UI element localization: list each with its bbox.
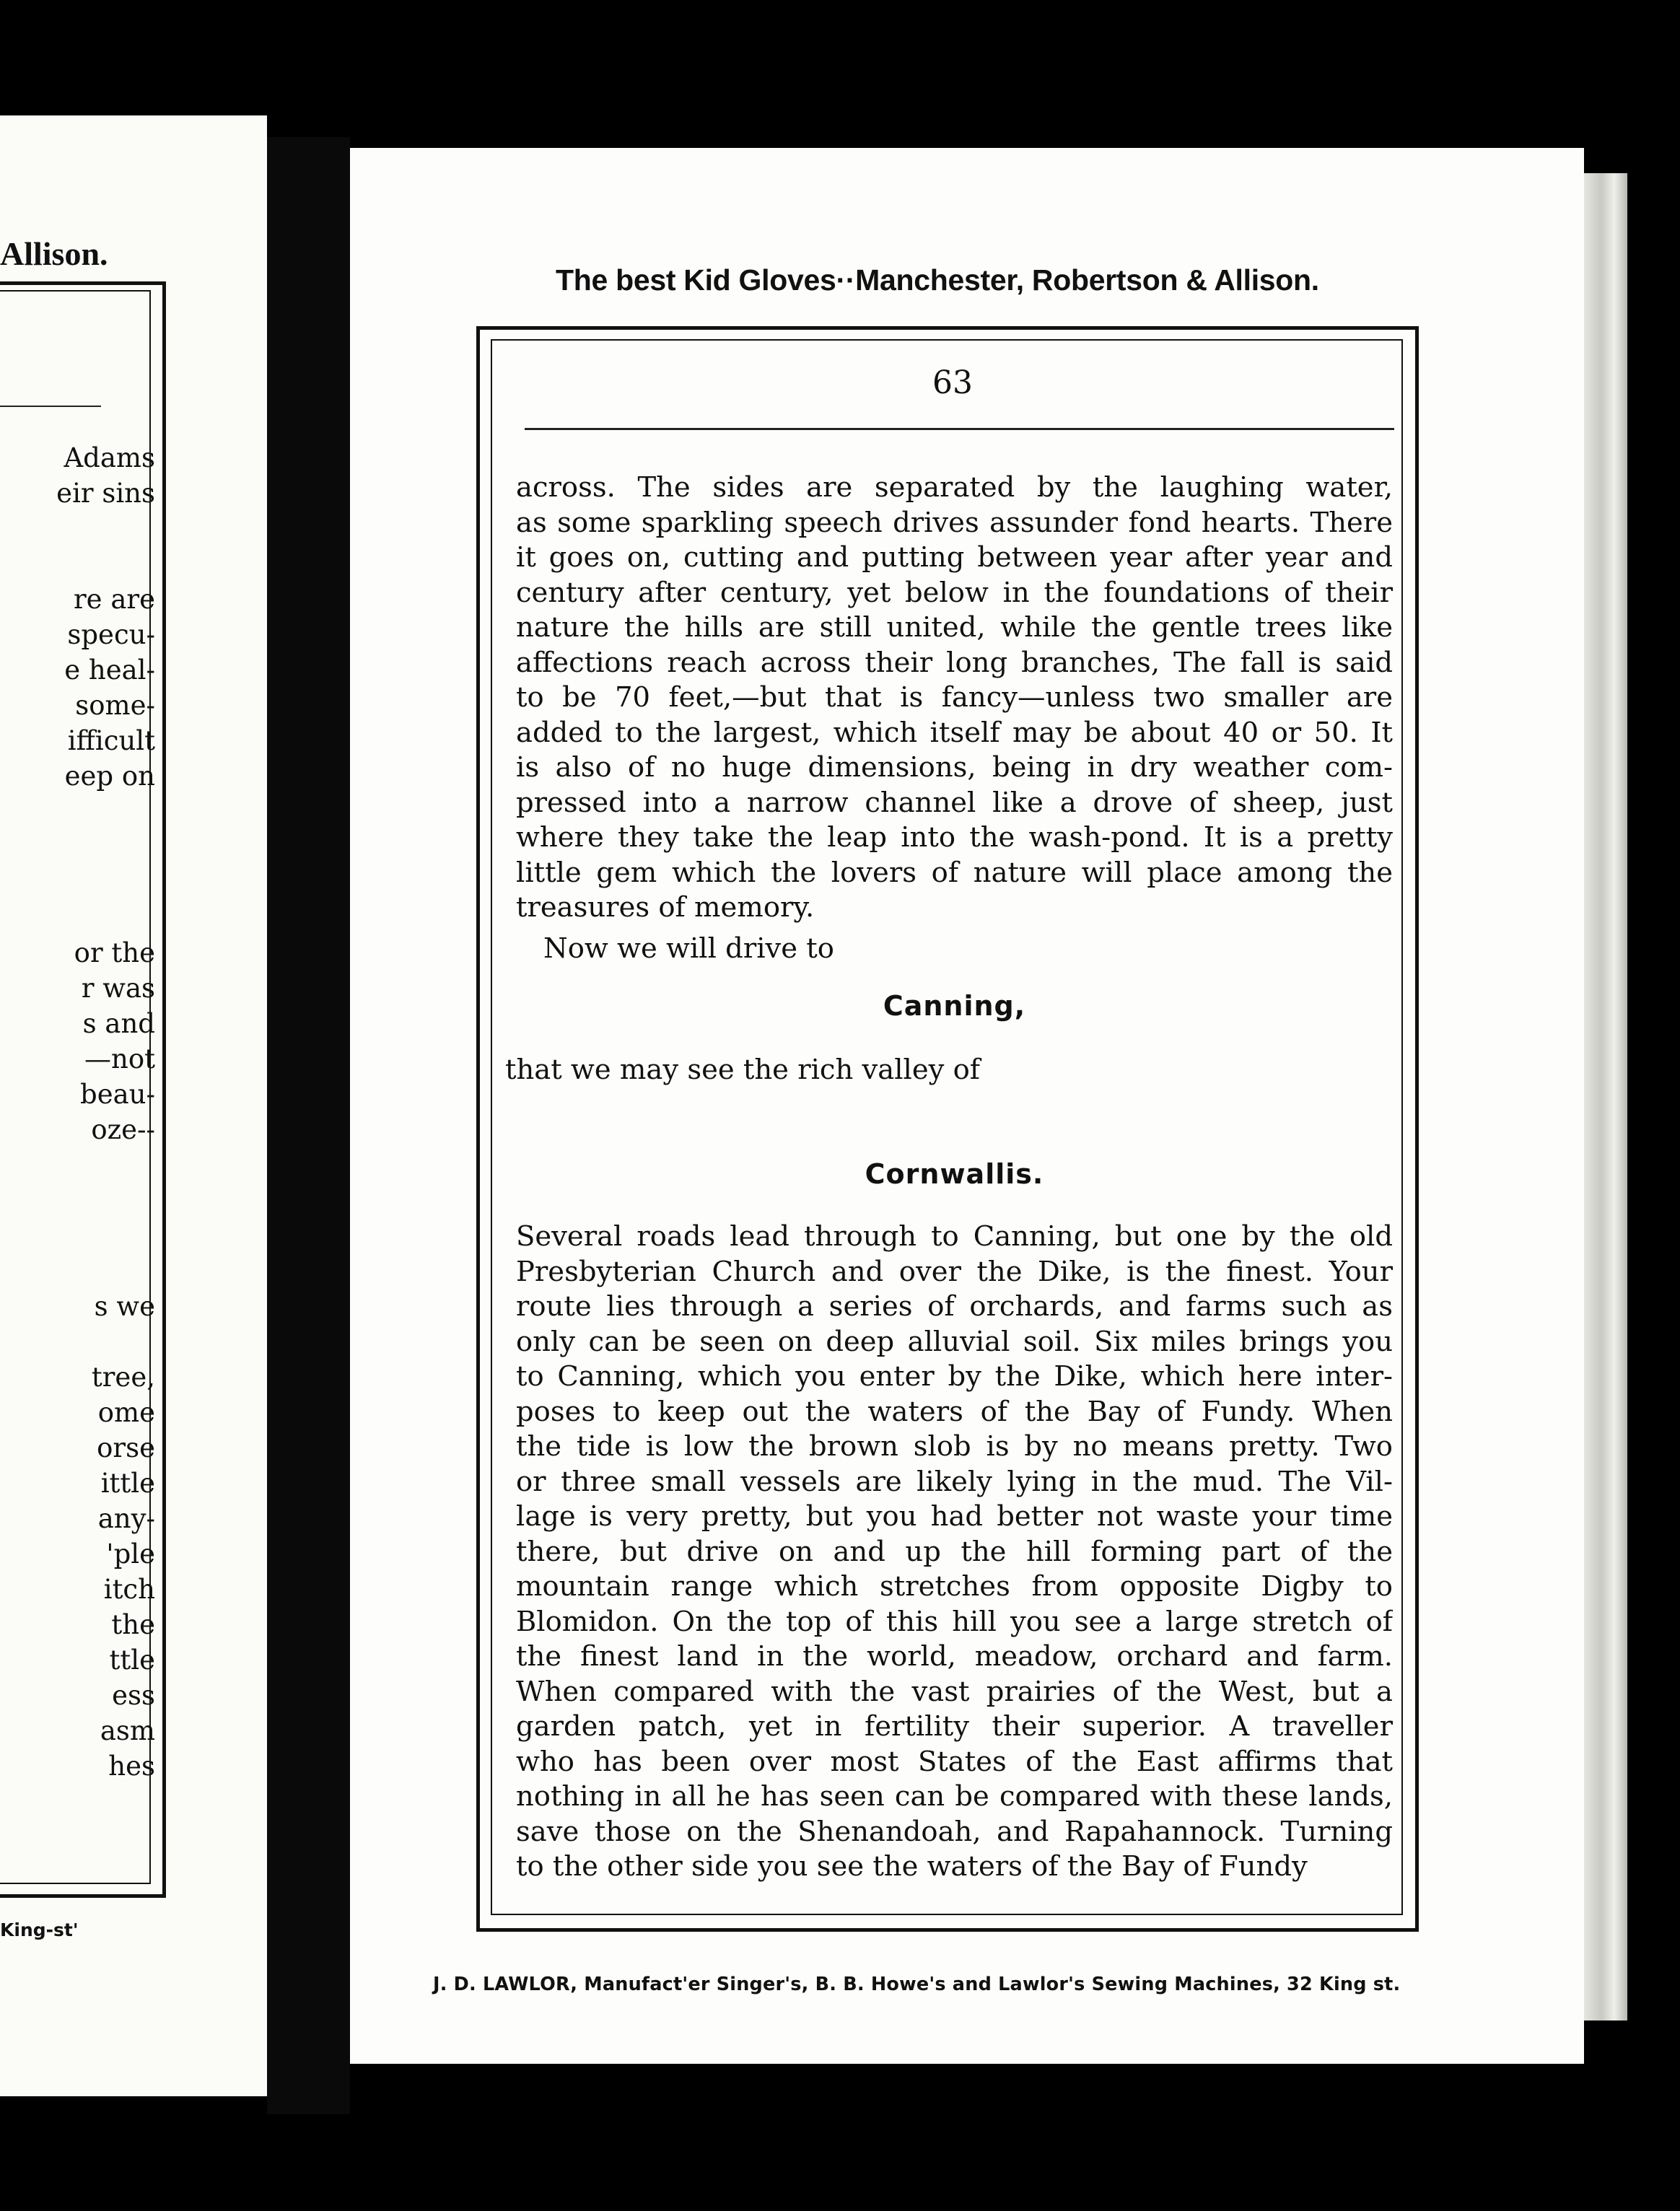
text-line: Blomidon. On the top of this hill you see a large stretch of (516, 1605, 1393, 1638)
left-page-header: Allison. (0, 235, 108, 272)
page-edge-stack (1584, 173, 1627, 2020)
left-text-fragment (0, 1147, 155, 1183)
text-line: it goes on, cutting and putting between year after year and (516, 541, 1393, 574)
text-line: save those on the Shenandoah, and Rapahannock. Turning (516, 1815, 1393, 1848)
left-text-fragment (0, 546, 155, 582)
text-line: as some sparkling speech drives assunder fond hearts. There (516, 506, 1393, 539)
left-text-fragment: or the (74, 937, 155, 968)
left-text-fragment: ttle (109, 1645, 155, 1676)
left-text-fragment (0, 864, 155, 900)
text-line: the finest land in the world, meadow, orchard and farm. (516, 1640, 1393, 1673)
heading-cornwallis: Cornwallis. (865, 1158, 1044, 1190)
text-line: who has been over most States of the East affirms that (516, 1745, 1393, 1778)
text-line: or three small vessels are likely lying in the mud. The Vil- (516, 1465, 1393, 1498)
header-rule (525, 428, 1394, 430)
left-text-fragment: the (111, 1609, 155, 1640)
left-text-fragment: ome (97, 1397, 155, 1428)
left-text-fragment (0, 1218, 155, 1253)
text-line: garden patch, yet in fertility their superior. A traveller (516, 1710, 1393, 1743)
left-text-fragment (0, 900, 155, 935)
left-text-fragment: beau- (80, 1079, 155, 1110)
left-text-fragment: r was (81, 973, 155, 1004)
text-line: added to the largest, which itself may be about 40 or 50. It (516, 716, 1393, 749)
left-page-rule (0, 406, 101, 407)
text-line: to Canning, which you enter by the Dike, which here inter- (516, 1360, 1393, 1393)
text-line: route lies through a series of orchards, and farms such as (516, 1290, 1393, 1323)
left-text-fragment (0, 1253, 155, 1289)
text-line: lage is very pretty, but you had better not waste your time (516, 1500, 1393, 1533)
left-text-fragment: eep on (64, 761, 155, 792)
book-gutter (267, 137, 350, 2114)
left-text-fragment: ess (112, 1680, 155, 1711)
left-text-fragment: orse (97, 1432, 155, 1463)
left-text-fragment: hes (108, 1751, 155, 1782)
text-line: there, but drive on and up the hill forming part of the (516, 1535, 1393, 1568)
page-number: 63 (932, 364, 973, 401)
left-text-fragment: oze-- (91, 1114, 155, 1145)
paragraph-falls (516, 470, 1393, 926)
left-page-footer: King-st' (0, 1919, 79, 1940)
left-text-fragment: re are (74, 584, 155, 615)
paragraph-cornwallis (516, 1220, 1393, 1885)
left-text-fragment: s we (94, 1291, 155, 1322)
text-line: Several roads lead through to Canning, but one by the old (516, 1220, 1393, 1253)
text-line: nothing in all he has seen can be compared with these lands, (516, 1780, 1393, 1813)
text-line: poses to keep out the waters of the Bay of Fundy. When (516, 1395, 1393, 1428)
text-line: is also of no huge dimensions, being in dry weather com- (516, 751, 1393, 784)
text-line: When compared with the vast prairies of the West, but a (516, 1675, 1393, 1708)
left-text-fragment: 'ple (106, 1538, 155, 1569)
advertisement-footer: J. D. LAWLOR, Manufact'er Singer's, B. B. Howe's and Lawlor's Sewing Machines, 32 King st. (433, 1974, 1401, 1995)
left-text-fragment: specu- (67, 619, 155, 650)
left-text-fragment (0, 829, 155, 864)
left-text-fragment (0, 1324, 155, 1360)
drive-line: Now we will drive to (543, 932, 834, 965)
left-text-fragment (0, 794, 155, 829)
left-text-fragment: some- (75, 690, 155, 721)
left-text-fragment: e heal- (64, 654, 155, 686)
valley-line: that we may see the rich valley of (505, 1054, 981, 1086)
text-line: to the other side you see the waters of the Bay of Fundy (516, 1850, 1308, 1883)
left-text-fragment: any- (97, 1503, 155, 1534)
text-line: to be 70 feet,—but that is fancy—unless two smaller are (516, 681, 1393, 714)
text-line: treasures of memory. (516, 891, 815, 924)
left-text-fragment: asm (100, 1715, 155, 1746)
text-line: the tide is low the brown slob is by no means pretty. Two (516, 1430, 1393, 1463)
left-text-fragment: Adams (64, 442, 155, 473)
text-line: only can be seen on deep alluvial soil. Six miles brings you (516, 1325, 1393, 1358)
text-line: little gem which the lovers of nature will place among the (516, 856, 1393, 889)
text-line: across. The sides are separated by the laughing water, (516, 471, 1393, 504)
text-line: mountain range which stretches from opposite Digby to (516, 1570, 1393, 1603)
text-line: century after century, yet below in the foundations of their (516, 576, 1393, 609)
heading-canning: Canning, (883, 990, 1026, 1022)
left-text-fragment (0, 511, 155, 546)
text-line: Presbyterian Church and over the Dike, is the finest. Your (516, 1255, 1393, 1288)
left-page-text-fragments (0, 440, 155, 1784)
text-line: where they take the leap into the wash-pond. It is a pretty (516, 821, 1393, 854)
left-text-fragment: s and (82, 1008, 155, 1039)
left-text-fragment: ittle (100, 1468, 155, 1499)
text-line: pressed into a narrow channel like a drove of sheep, just (516, 786, 1393, 819)
left-text-fragment (0, 1183, 155, 1218)
advertisement-banner: The best Kid Gloves··Manchester, Robertson & Allison. (556, 263, 1319, 297)
left-text-fragment: tree, (91, 1362, 155, 1393)
text-line: affections reach across their long branches, The fall is said (516, 646, 1393, 679)
text-line: nature the hills are still united, while the gentle trees like (516, 611, 1393, 644)
left-text-fragment: itch (103, 1574, 155, 1605)
left-text-fragment: —not (84, 1043, 155, 1074)
left-text-fragment: eir sins (56, 478, 155, 509)
left-text-fragment: ifficult (67, 725, 155, 756)
